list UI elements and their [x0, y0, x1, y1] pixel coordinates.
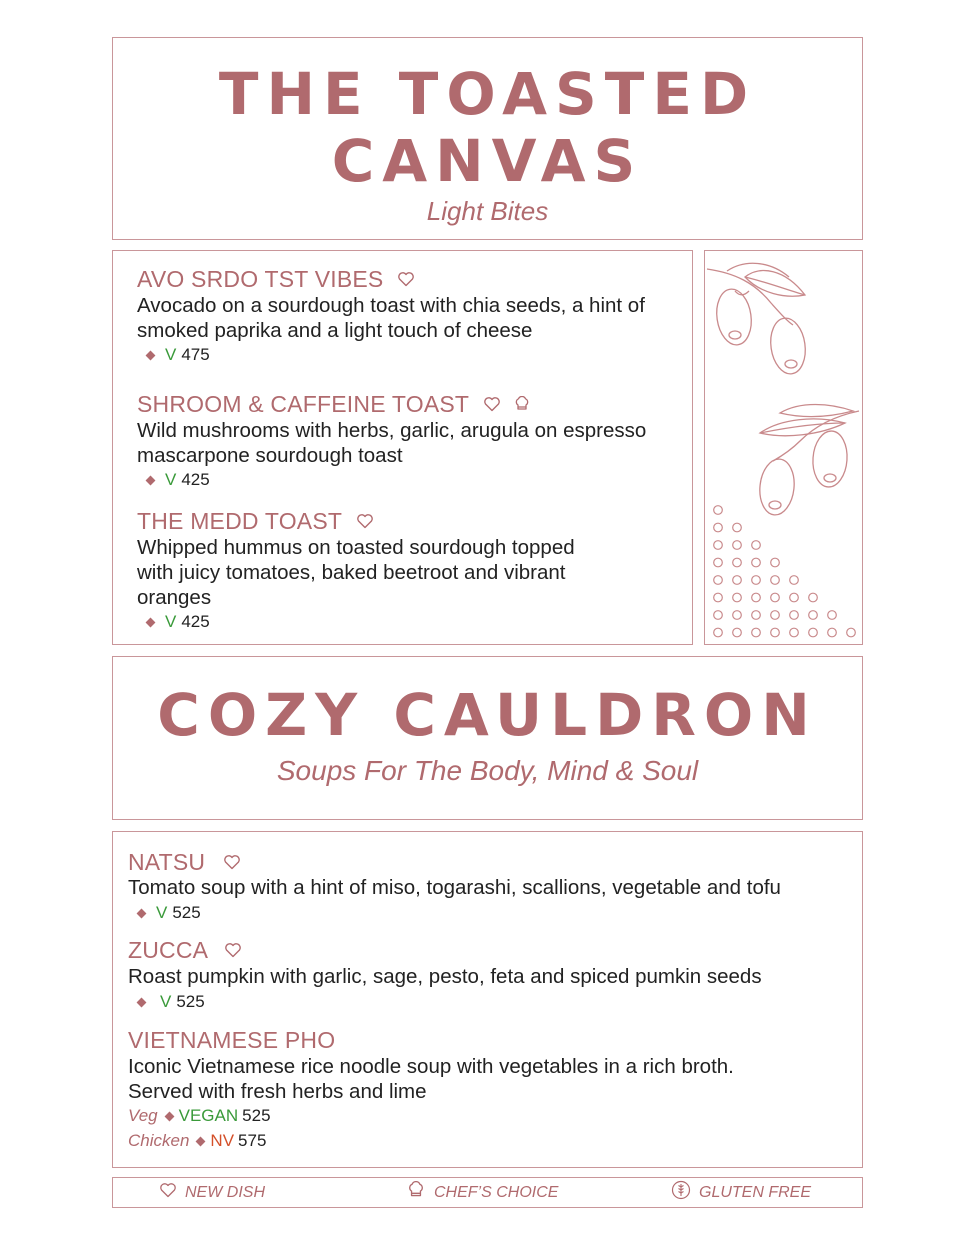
diamond-icon — [137, 997, 147, 1007]
menu-item-name — [128, 937, 242, 964]
menu-item-description: Roast pumpkin with garlic, sage, pesto, feta and spiced pumkin seeds — [128, 965, 762, 988]
section-title-line2: CANVAS — [331, 127, 644, 195]
heart-icon — [159, 1182, 177, 1203]
section-title-line1: THE TOASTED — [218, 60, 757, 128]
decorative-dot — [752, 558, 761, 567]
menu-item-description: Iconic Vietnamese rice noodle soup with vegetables in a rich broth. Served with fresh herbs and lime — [128, 1055, 734, 1103]
menu-item-description: Wild mushrooms with herbs, garlic, arugula on espresso mascarpone sourdough toast — [137, 419, 647, 467]
price: 575 — [238, 1131, 267, 1150]
decorative-dot — [733, 593, 742, 602]
heart-icon — [397, 266, 415, 293]
chef-hat-icon — [513, 391, 531, 418]
option-label: Veg — [128, 1106, 158, 1125]
menu-item-name — [137, 266, 415, 293]
decorative-dot — [828, 628, 837, 637]
heart-icon — [483, 391, 501, 418]
menu-item-name — [137, 391, 531, 418]
menu-item-description: Whipped hummus on toasted sourdough topped with juicy tomatoes, baked beetroot and vibrant oranges — [137, 536, 575, 609]
decorative-dot — [771, 628, 780, 637]
decorative-dot — [809, 611, 818, 620]
decorative-dot — [790, 576, 799, 585]
decorative-dot — [733, 558, 742, 567]
veg-tag: V — [165, 470, 177, 489]
menu-item-price-line — [138, 992, 205, 1012]
decorative-dot — [771, 593, 780, 602]
decorative-dot — [714, 628, 723, 637]
cozy-cauldron-header — [112, 656, 863, 820]
decorative-dot — [828, 611, 837, 620]
diamond-icon — [146, 617, 156, 627]
decorative-dot — [790, 628, 799, 637]
olive-decoration-panel — [704, 250, 863, 645]
diamond-icon — [146, 350, 156, 360]
light-bites-menu — [112, 250, 693, 645]
section-subtitle: Soups For The Body, Mind & Soul — [276, 755, 699, 786]
decorative-dot — [771, 611, 780, 620]
legend-gluten-free — [671, 1178, 811, 1207]
veg-tag: V — [156, 903, 168, 922]
item-name-text: VIETNAMESE PHO — [128, 1027, 336, 1053]
decorative-dot — [809, 628, 818, 637]
decorative-dot — [733, 523, 742, 532]
legend-chefs-choice — [406, 1178, 558, 1207]
decorative-dot — [714, 611, 723, 620]
gluten-free-icon — [671, 1180, 691, 1205]
decorative-dot — [771, 576, 780, 585]
section-subtitle: Light Bites — [426, 196, 549, 226]
decorative-dot — [790, 593, 799, 602]
item-name-text: AVO SRDO TST VIBES — [137, 266, 384, 292]
menu-item-option-veg — [128, 1106, 271, 1126]
diamond-icon — [164, 1111, 174, 1121]
menu-item-price-line — [147, 470, 210, 490]
diamond-icon — [146, 475, 156, 485]
decorative-dot — [752, 628, 761, 637]
chef-hat-icon — [406, 1181, 426, 1204]
menu-item-price-line — [138, 903, 201, 923]
decorative-dot — [752, 593, 761, 602]
diamond-icon — [137, 908, 147, 918]
decorative-dot — [733, 541, 742, 550]
heart-icon — [224, 937, 242, 964]
price: 475 — [181, 345, 210, 364]
legend-label: CHEF’S CHOICE — [434, 1183, 559, 1201]
decorative-dot — [733, 628, 742, 637]
decorative-dot — [733, 576, 742, 585]
price: 525 — [242, 1106, 271, 1125]
veg-tag: V — [160, 992, 172, 1011]
decorative-dot — [809, 593, 818, 602]
item-name-text: NATSU — [128, 849, 206, 875]
menu-item-name — [137, 508, 374, 535]
decorative-dot — [733, 611, 742, 620]
decorative-dot — [714, 558, 723, 567]
decorative-dot — [847, 628, 856, 637]
heart-icon — [356, 508, 374, 535]
legend-bar — [112, 1177, 863, 1208]
olive-branch-illustration — [705, 251, 862, 644]
legend-label: NEW DISH — [185, 1183, 265, 1201]
price: 425 — [181, 470, 210, 489]
veg-tag: V — [165, 612, 177, 631]
decorative-dot — [714, 593, 723, 602]
item-name-text: SHROOM & CAFFEINE TOAST — [137, 391, 470, 417]
decorative-dot — [752, 611, 761, 620]
menu-item-description: Tomato soup with a hint of miso, togarashi, scallions, vegetable and tofu — [128, 876, 781, 899]
legend-label: GLUTEN FREE — [699, 1183, 812, 1201]
menu-item-price-line — [147, 345, 210, 365]
heart-icon — [223, 849, 241, 876]
section-title: COZY CAULDRON — [157, 681, 818, 749]
menu-item-name — [128, 849, 241, 876]
non-veg-tag: NV — [210, 1131, 235, 1150]
diamond-icon — [196, 1136, 206, 1146]
decorative-dot — [714, 506, 723, 515]
decorative-dot — [771, 558, 780, 567]
menu-item-price-line — [147, 612, 210, 632]
menu-item-name — [128, 1027, 335, 1054]
toasted-canvas-header — [112, 37, 863, 240]
decorative-dot — [752, 541, 761, 550]
legend-new-dish — [159, 1178, 265, 1207]
item-name-text: THE MEDD TOAST — [137, 508, 343, 534]
price: 525 — [172, 903, 201, 922]
decorative-dot — [714, 576, 723, 585]
decorative-dot — [752, 576, 761, 585]
menu-item-description: Avocado on a sourdough toast with chia seeds, a hint of smoked paprika and a light touch of cheese — [137, 294, 645, 342]
vegan-tag: VEGAN — [178, 1106, 239, 1125]
item-name-text: ZUCCA — [128, 937, 209, 963]
price: 425 — [181, 612, 210, 631]
veg-tag: V — [165, 345, 177, 364]
price: 525 — [176, 992, 205, 1011]
decorative-dot — [714, 523, 723, 532]
option-label: Chicken — [128, 1131, 190, 1150]
soups-menu — [112, 831, 863, 1168]
menu-item-option-chicken — [128, 1131, 266, 1151]
decorative-dot — [790, 611, 799, 620]
decorative-dot — [714, 541, 723, 550]
